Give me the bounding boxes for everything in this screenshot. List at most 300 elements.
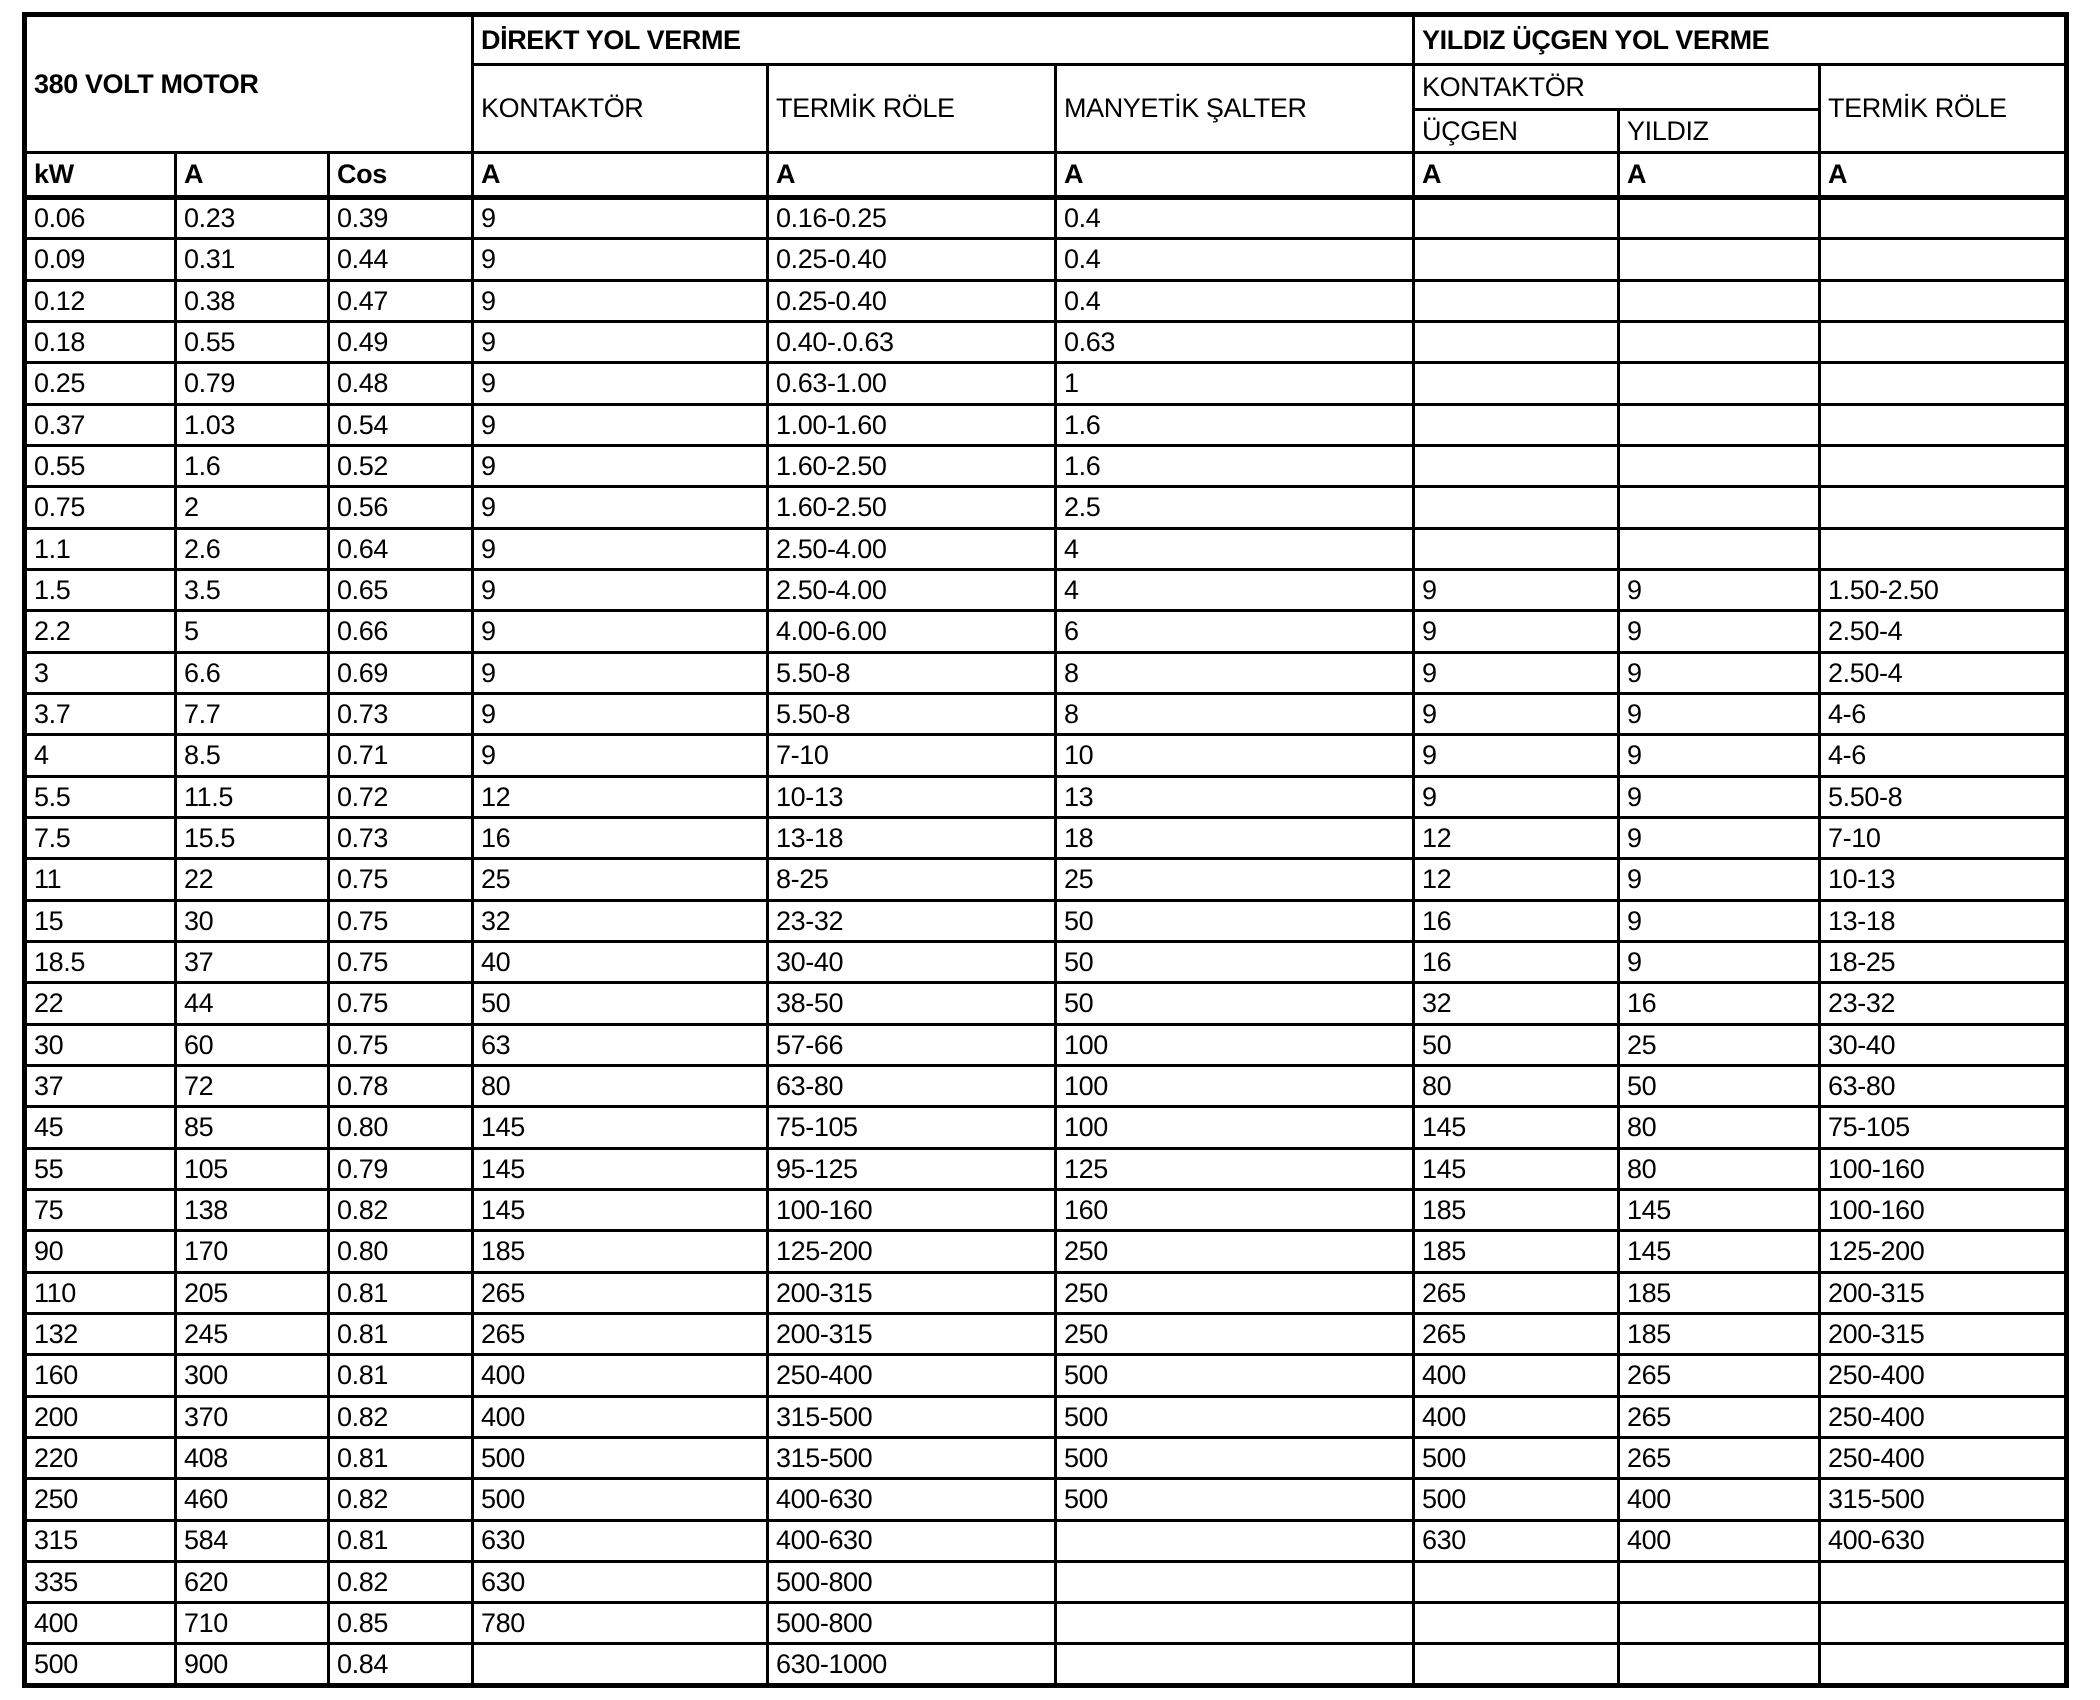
cell: 2.2	[25, 611, 176, 652]
cell	[1619, 487, 1820, 528]
cell: 4	[1056, 528, 1414, 569]
table-row	[25, 776, 2067, 817]
cell	[1414, 363, 1619, 404]
cell: 500-800	[768, 1561, 1056, 1602]
cell: 30	[176, 900, 329, 941]
star-header: YILDIZ	[1619, 110, 1820, 153]
table-row	[25, 1065, 2067, 1106]
cell: 7.5	[25, 817, 176, 858]
table-row	[25, 983, 2067, 1024]
cell: 2	[176, 487, 329, 528]
cell	[1820, 404, 2067, 445]
table-row	[25, 1189, 2067, 1230]
cell: 0.75	[329, 900, 473, 941]
table-row	[25, 735, 2067, 776]
cell: 584	[176, 1520, 329, 1561]
cell	[1414, 239, 1619, 280]
cell: 0.64	[329, 528, 473, 569]
cell: 500	[1414, 1437, 1619, 1478]
cell: 3.7	[25, 693, 176, 734]
cell: 315-500	[1820, 1479, 2067, 1520]
cell: 0.44	[329, 239, 473, 280]
cell: 9	[1619, 859, 1820, 900]
cell: 9	[473, 404, 768, 445]
cell: 50	[1056, 941, 1414, 982]
cell: 4	[1056, 569, 1414, 610]
cell	[1820, 363, 2067, 404]
cell: 80	[1414, 1065, 1619, 1106]
cell: 0.82	[329, 1189, 473, 1230]
direct-start-group-header: DİREKT YOL VERME	[473, 15, 1414, 65]
cell: 200-315	[768, 1272, 1056, 1313]
cell: 50	[1056, 900, 1414, 941]
star-delta-start-group-header: YILDIZ ÜÇGEN YOL VERME	[1414, 15, 2067, 65]
cell: 40	[473, 941, 768, 982]
cell: 0.81	[329, 1437, 473, 1478]
cell: 9	[1619, 941, 1820, 982]
cell: 8.5	[176, 735, 329, 776]
cell: 265	[1414, 1313, 1619, 1354]
cell	[1820, 1603, 2067, 1644]
table-row	[25, 817, 2067, 858]
cell: 10-13	[1820, 859, 2067, 900]
unit-cell: A	[1414, 153, 1619, 198]
cell: 100	[1056, 1065, 1414, 1106]
table-row	[25, 1313, 2067, 1354]
cell	[1619, 445, 1820, 486]
cell: 145	[1414, 1148, 1619, 1189]
cell: 250	[25, 1479, 176, 1520]
cell: 100-160	[768, 1189, 1056, 1230]
cell: 63	[473, 1024, 768, 1065]
cell: 2.50-4.00	[768, 569, 1056, 610]
cell: 370	[176, 1396, 329, 1437]
cell: 0.55	[25, 445, 176, 486]
cell: 80	[1619, 1107, 1820, 1148]
cell: 1.00-1.60	[768, 404, 1056, 445]
cell: 2.5	[1056, 487, 1414, 528]
cell: 37	[176, 941, 329, 982]
cell: 200-315	[1820, 1272, 2067, 1313]
cell: 0.82	[329, 1561, 473, 1602]
cell: 0.81	[329, 1272, 473, 1313]
header-group-row	[25, 15, 2067, 65]
cell: 8-25	[768, 859, 1056, 900]
cell: 160	[25, 1355, 176, 1396]
cell	[1414, 1644, 1619, 1686]
table-row	[25, 941, 2067, 982]
cell: 75-105	[768, 1107, 1056, 1148]
cell	[1820, 487, 2067, 528]
table-row	[25, 859, 2067, 900]
table-row	[25, 1437, 2067, 1478]
cell: 145	[473, 1148, 768, 1189]
cell: 0.4	[1056, 239, 1414, 280]
cell: 265	[1414, 1272, 1619, 1313]
cell: 100-160	[1820, 1148, 2067, 1189]
cell: 9	[473, 280, 768, 321]
cell: 500	[1056, 1437, 1414, 1478]
cell: 16	[1619, 983, 1820, 1024]
cell: 125-200	[768, 1231, 1056, 1272]
cell	[1619, 239, 1820, 280]
unit-cell: A	[768, 153, 1056, 198]
cell: 6	[1056, 611, 1414, 652]
cell: 11	[25, 859, 176, 900]
cell: 18	[1056, 817, 1414, 858]
cell: 16	[1414, 900, 1619, 941]
cell: 80	[1619, 1148, 1820, 1189]
cell: 900	[176, 1644, 329, 1686]
table-row	[25, 404, 2067, 445]
cell: 22	[25, 983, 176, 1024]
cell: 0.82	[329, 1396, 473, 1437]
cell: 100	[1056, 1107, 1414, 1148]
cell: 185	[1414, 1189, 1619, 1230]
table-row	[25, 487, 2067, 528]
cell: 315-500	[768, 1437, 1056, 1478]
cell: 400	[1619, 1520, 1820, 1561]
cell: 9	[1414, 652, 1619, 693]
cell: 265	[473, 1272, 768, 1313]
cell: 55	[25, 1148, 176, 1189]
cell: 250	[1056, 1272, 1414, 1313]
cell: 500	[1056, 1479, 1414, 1520]
cell	[1619, 528, 1820, 569]
cell	[1414, 487, 1619, 528]
cell: 250-400	[1820, 1437, 2067, 1478]
unit-cell: A	[473, 153, 768, 198]
motor-starting-table	[22, 12, 2069, 1688]
cell: 0.4	[1056, 280, 1414, 321]
cell: 5.50-8	[768, 693, 1056, 734]
cell: 1.03	[176, 404, 329, 445]
cell: 0.54	[329, 404, 473, 445]
table-row	[25, 528, 2067, 569]
cell: 9	[1619, 735, 1820, 776]
cell: 75	[25, 1189, 176, 1230]
cell: 300	[176, 1355, 329, 1396]
cell: 0.18	[25, 321, 176, 362]
cell: 9	[1619, 693, 1820, 734]
cell: 125	[1056, 1148, 1414, 1189]
cell: 0.31	[176, 239, 329, 280]
cell: 50	[1056, 983, 1414, 1024]
cell: 0.73	[329, 693, 473, 734]
cell	[1056, 1520, 1414, 1561]
cell: 9	[1619, 652, 1820, 693]
cell: 205	[176, 1272, 329, 1313]
cell: 9	[1414, 776, 1619, 817]
cell: 38-50	[768, 983, 1056, 1024]
cell: 0.63	[1056, 321, 1414, 362]
cell	[1619, 1561, 1820, 1602]
cell: 200	[25, 1396, 176, 1437]
cell: 9	[473, 487, 768, 528]
magnetic-switch-header: MANYETİK ŞALTER	[1056, 65, 1414, 153]
cell: 95-125	[768, 1148, 1056, 1189]
cell: 1.60-2.50	[768, 445, 1056, 486]
cell: 500	[1414, 1479, 1619, 1520]
cell: 315-500	[768, 1396, 1056, 1437]
cell: 1.5	[25, 569, 176, 610]
cell: 50	[1619, 1065, 1820, 1106]
cell: 170	[176, 1231, 329, 1272]
cell: 400-630	[768, 1520, 1056, 1561]
table-row	[25, 280, 2067, 321]
table-row	[25, 239, 2067, 280]
cell: 250	[1056, 1313, 1414, 1354]
cell: 145	[473, 1189, 768, 1230]
table-row	[25, 611, 2067, 652]
cell	[1820, 528, 2067, 569]
table-row	[25, 1396, 2067, 1437]
cell: 138	[176, 1189, 329, 1230]
cell	[473, 1644, 768, 1686]
cell: 30	[25, 1024, 176, 1065]
cell: 0.25	[25, 363, 176, 404]
cell: 18-25	[1820, 941, 2067, 982]
cell: 400	[25, 1603, 176, 1644]
cell: 50	[473, 983, 768, 1024]
cell: 0.25-0.40	[768, 239, 1056, 280]
cell: 23-32	[768, 900, 1056, 941]
cell: 0.49	[329, 321, 473, 362]
cell	[1619, 404, 1820, 445]
table-row	[25, 1231, 2067, 1272]
cell: 0.72	[329, 776, 473, 817]
cell	[1619, 321, 1820, 362]
cell: 620	[176, 1561, 329, 1602]
cell: 400	[1414, 1355, 1619, 1396]
cell: 630	[473, 1520, 768, 1561]
cell: 4-6	[1820, 693, 2067, 734]
table-row	[25, 1561, 2067, 1602]
cell: 9	[1619, 900, 1820, 941]
table-row	[25, 652, 2067, 693]
cell: 2.50-4	[1820, 652, 2067, 693]
cell: 500-800	[768, 1603, 1056, 1644]
cell: 408	[176, 1437, 329, 1478]
cell: 0.81	[329, 1520, 473, 1561]
cell: 630	[1414, 1520, 1619, 1561]
cell	[1414, 528, 1619, 569]
cell: 0.80	[329, 1231, 473, 1272]
cell: 0.75	[329, 1024, 473, 1065]
cell	[1820, 239, 2067, 280]
cell: 500	[473, 1437, 768, 1478]
cell: 5.5	[25, 776, 176, 817]
cell: 145	[473, 1107, 768, 1148]
unit-cell: kW	[25, 153, 176, 198]
cell: 3.5	[176, 569, 329, 610]
cell	[1414, 1561, 1619, 1602]
cell: 0.37	[25, 404, 176, 445]
cell: 250-400	[768, 1355, 1056, 1396]
cell: 12	[1414, 859, 1619, 900]
cell	[1820, 198, 2067, 239]
units-row	[25, 153, 2067, 198]
unit-cell: A	[1820, 153, 2067, 198]
cell: 0.66	[329, 611, 473, 652]
cell: 18.5	[25, 941, 176, 982]
cell: 0.52	[329, 445, 473, 486]
cell: 185	[1619, 1272, 1820, 1313]
cell: 1.6	[176, 445, 329, 486]
cell: 15.5	[176, 817, 329, 858]
cell: 9	[473, 611, 768, 652]
cell: 7-10	[768, 735, 1056, 776]
cell: 9	[473, 239, 768, 280]
cell	[1414, 1603, 1619, 1644]
table-row	[25, 1603, 2067, 1644]
cell: 400	[1619, 1479, 1820, 1520]
cell: 185	[473, 1231, 768, 1272]
cell: 145	[1414, 1107, 1619, 1148]
cell: 4	[25, 735, 176, 776]
cell: 0.69	[329, 652, 473, 693]
cell: 63-80	[768, 1065, 1056, 1106]
cell: 0.40-.0.63	[768, 321, 1056, 362]
cell: 9	[1414, 693, 1619, 734]
cell: 75-105	[1820, 1107, 2067, 1148]
cell: 4.00-6.00	[768, 611, 1056, 652]
cell: 5.50-8	[1820, 776, 2067, 817]
cell: 145	[1619, 1231, 1820, 1272]
cell: 80	[473, 1065, 768, 1106]
cell: 25	[1056, 859, 1414, 900]
thermal-relay-star-delta-header: TERMİK RÖLE	[1820, 65, 2067, 153]
cell: 10	[1056, 735, 1414, 776]
cell: 9	[473, 735, 768, 776]
cell: 63-80	[1820, 1065, 2067, 1106]
cell: 265	[1619, 1437, 1820, 1478]
cell: 0.65	[329, 569, 473, 610]
cell: 0.80	[329, 1107, 473, 1148]
cell: 72	[176, 1065, 329, 1106]
cell: 13-18	[768, 817, 1056, 858]
cell	[1820, 1644, 2067, 1686]
cell: 200-315	[768, 1313, 1056, 1354]
table-row	[25, 321, 2067, 362]
cell: 500	[25, 1644, 176, 1686]
cell: 0.71	[329, 735, 473, 776]
cell: 2.6	[176, 528, 329, 569]
cell: 1.50-2.50	[1820, 569, 2067, 610]
cell: 0.81	[329, 1355, 473, 1396]
cell: 0.38	[176, 280, 329, 321]
cell: 8	[1056, 652, 1414, 693]
cell	[1056, 1644, 1414, 1686]
table-row	[25, 693, 2067, 734]
cell: 630	[473, 1561, 768, 1602]
cell: 185	[1414, 1231, 1619, 1272]
cell: 780	[473, 1603, 768, 1644]
cell: 710	[176, 1603, 329, 1644]
cell: 23-32	[1820, 983, 2067, 1024]
delta-header: ÜÇGEN	[1414, 110, 1619, 153]
cell: 0.85	[329, 1603, 473, 1644]
table-row	[25, 363, 2067, 404]
cell: 9	[473, 693, 768, 734]
cell: 0.79	[176, 363, 329, 404]
cell: 132	[25, 1313, 176, 1354]
cell: 32	[473, 900, 768, 941]
table-row	[25, 1024, 2067, 1065]
table-row	[25, 1148, 2067, 1189]
table-row	[25, 569, 2067, 610]
cell: 0.79	[329, 1148, 473, 1189]
cell	[1820, 445, 2067, 486]
cell: 460	[176, 1479, 329, 1520]
cell: 0.25-0.40	[768, 280, 1056, 321]
cell: 400-630	[768, 1479, 1056, 1520]
cell: 265	[1619, 1396, 1820, 1437]
cell	[1820, 280, 2067, 321]
cell: 2.50-4.00	[768, 528, 1056, 569]
cell: 185	[1619, 1313, 1820, 1354]
table-row	[25, 445, 2067, 486]
cell: 400	[473, 1396, 768, 1437]
table-row	[25, 1355, 2067, 1396]
cell: 0.78	[329, 1065, 473, 1106]
cell: 9	[1414, 611, 1619, 652]
cell: 3	[25, 652, 176, 693]
cell: 220	[25, 1437, 176, 1478]
cell: 9	[473, 363, 768, 404]
cell: 0.81	[329, 1313, 473, 1354]
table-row	[25, 900, 2067, 941]
cell: 22	[176, 859, 329, 900]
cell	[1414, 445, 1619, 486]
cell: 9	[473, 528, 768, 569]
cell: 0.23	[176, 198, 329, 239]
cell: 9	[1619, 776, 1820, 817]
cell: 0.09	[25, 239, 176, 280]
cell: 0.75	[329, 941, 473, 982]
contactor-direct-header: KONTAKTÖR	[473, 65, 768, 153]
cell: 0.06	[25, 198, 176, 239]
cell: 10-13	[768, 776, 1056, 817]
cell: 500	[473, 1479, 768, 1520]
cell	[1619, 198, 1820, 239]
cell: 9	[473, 321, 768, 362]
table-body	[25, 198, 2067, 1686]
cell: 57-66	[768, 1024, 1056, 1065]
table-row	[25, 1520, 2067, 1561]
cell: 0.75	[329, 859, 473, 900]
cell: 9	[1619, 817, 1820, 858]
unit-cell: Cos	[329, 153, 473, 198]
cell: 30-40	[768, 941, 1056, 982]
cell	[1414, 198, 1619, 239]
cell: 2.50-4	[1820, 611, 2067, 652]
cell: 0.73	[329, 817, 473, 858]
cell: 160	[1056, 1189, 1414, 1230]
cell: 44	[176, 983, 329, 1024]
cell	[1619, 1603, 1820, 1644]
cell: 4-6	[1820, 735, 2067, 776]
cell: 125-200	[1820, 1231, 2067, 1272]
cell: 15	[25, 900, 176, 941]
thermal-relay-direct-header: TERMİK RÖLE	[768, 65, 1056, 153]
cell: 250-400	[1820, 1396, 2067, 1437]
cell: 8	[1056, 693, 1414, 734]
cell	[1820, 321, 2067, 362]
cell: 11.5	[176, 776, 329, 817]
cell: 16	[1414, 941, 1619, 982]
cell: 100	[1056, 1024, 1414, 1065]
